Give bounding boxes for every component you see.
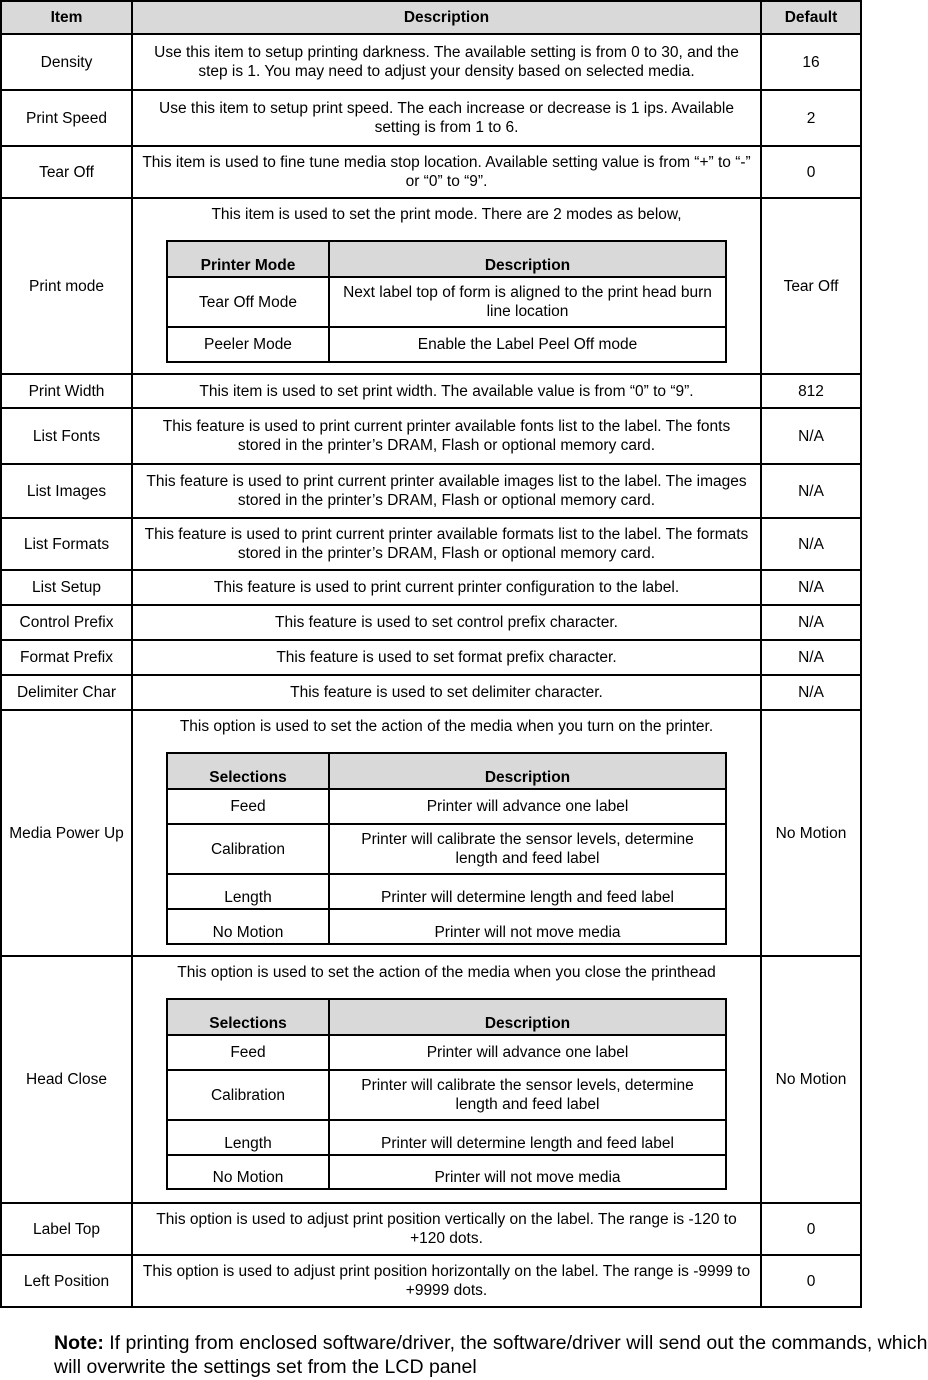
table-row bbox=[1, 198, 861, 374]
table-row bbox=[1, 956, 861, 1203]
table-row bbox=[1, 464, 861, 518]
subtable-header-row bbox=[167, 241, 726, 277]
subtable-description: Printer will determine length and feed label bbox=[329, 1120, 726, 1155]
table-row bbox=[1, 675, 861, 710]
subtable-option: No Motion bbox=[167, 909, 329, 944]
item-cell: Tear Off bbox=[1, 146, 132, 198]
item-cell: List Fonts bbox=[1, 408, 132, 464]
subtable-description: Printer will advance one label bbox=[329, 789, 726, 824]
options-subtable bbox=[166, 998, 727, 1190]
description-cell: This feature is used to print current printer available formats list to the label. The formats stored in the printer’s DRAM, Flash or optional memory card. bbox=[132, 518, 761, 570]
note-text: If printing from enclosed software/driver, the software/driver will send out the commands, which will overwrite the settings set from the LCD panel bbox=[54, 1332, 928, 1378]
subtable-row bbox=[167, 327, 726, 362]
table-row bbox=[1, 374, 861, 408]
item-cell: List Setup bbox=[1, 570, 132, 605]
subtable-option: Length bbox=[167, 1120, 329, 1155]
subtable-row bbox=[167, 909, 726, 944]
description-cell: This feature is used to print current printer available images list to the label. The images stored in the printer’s DRAM, Flash or optional memory card. bbox=[132, 464, 761, 518]
description-cell: Use this item to setup printing darkness. The available setting is from 0 to 30, and the step is 1. You may need to adjust your density based on selected media. bbox=[132, 34, 761, 90]
subtable-description: Printer will advance one label bbox=[329, 1035, 726, 1070]
subtable-description: Printer will not move media bbox=[329, 1155, 726, 1189]
description-cell: This item is used to set print width. The available value is from “0” to “9”. bbox=[132, 374, 761, 408]
default-cell: 16 bbox=[761, 34, 861, 90]
description-cell: This feature is used to set delimiter character. bbox=[132, 675, 761, 710]
subtable-description: Next label top of form is aligned to the print head burn line location bbox=[329, 277, 726, 327]
subtable-description: Printer will calibrate the sensor levels, determine length and feed label bbox=[329, 1070, 726, 1120]
item-cell: Media Power Up bbox=[1, 710, 132, 956]
description-cell bbox=[132, 198, 761, 374]
item-cell: Density bbox=[1, 34, 132, 90]
subtable-header: Selections bbox=[167, 753, 329, 789]
default-cell: Tear Off bbox=[761, 198, 861, 374]
description-text: This item is used to set the print mode. There are 2 modes as below, bbox=[211, 206, 682, 223]
default-cell: No Motion bbox=[761, 956, 861, 1203]
subtable-option: Calibration bbox=[167, 824, 329, 874]
subtable-option: Feed bbox=[167, 1035, 329, 1070]
note-label: Note: bbox=[54, 1332, 104, 1354]
table-row bbox=[1, 605, 861, 640]
description-cell: Use this item to setup print speed. The each increase or decrease is 1 ips. Available setting is from 1 to 6. bbox=[132, 90, 761, 146]
description-cell: This feature is used to set format prefix character. bbox=[132, 640, 761, 675]
default-cell: N/A bbox=[761, 640, 861, 675]
subtable-row bbox=[167, 874, 726, 909]
description-cell: This feature is used to set control prefix character. bbox=[132, 605, 761, 640]
header-default: Default bbox=[761, 1, 861, 34]
item-cell: Format Prefix bbox=[1, 640, 132, 675]
table-row bbox=[1, 710, 861, 956]
table-row bbox=[1, 146, 861, 198]
item-cell: Control Prefix bbox=[1, 605, 132, 640]
description-cell: This feature is used to print current printer configuration to the label. bbox=[132, 570, 761, 605]
default-cell: N/A bbox=[761, 408, 861, 464]
description-text: This option is used to set the action of the media when you close the printhead bbox=[177, 964, 716, 981]
subtable-option: Tear Off Mode bbox=[167, 277, 329, 327]
subtable-option: Feed bbox=[167, 789, 329, 824]
header-item: Item bbox=[1, 1, 132, 34]
default-cell: N/A bbox=[761, 675, 861, 710]
subtable-header: Description bbox=[329, 999, 726, 1035]
subtable-row bbox=[167, 1120, 726, 1155]
description-cell: This option is used to adjust print position vertically on the label. The range is -120 to +120 dots. bbox=[132, 1203, 761, 1255]
table-row bbox=[1, 408, 861, 464]
subtable-option: Calibration bbox=[167, 1070, 329, 1120]
description-cell: This option is used to adjust print position horizontally on the label. The range is -9999 to +9999 dots. bbox=[132, 1255, 761, 1307]
subtable-description: Enable the Label Peel Off mode bbox=[329, 327, 726, 362]
subtable-row bbox=[167, 789, 726, 824]
subtable-header-row bbox=[167, 753, 726, 789]
description-cell: This feature is used to print current printer available fonts list to the label. The fonts stored in the printer’s DRAM, Flash or optional memory card. bbox=[132, 408, 761, 464]
subtable-row bbox=[167, 824, 726, 874]
subtable-option: Peeler Mode bbox=[167, 327, 329, 362]
subtable-header: Description bbox=[329, 241, 726, 277]
item-cell: Delimiter Char bbox=[1, 675, 132, 710]
table-row bbox=[1, 34, 861, 90]
subtable-description: Printer will not move media bbox=[329, 909, 726, 944]
default-cell: N/A bbox=[761, 464, 861, 518]
table-row bbox=[1, 1255, 861, 1307]
item-cell: Left Position bbox=[1, 1255, 132, 1307]
description-cell: This item is used to fine tune media stop location. Available setting value is from “+” to “-” or “0” to “9”. bbox=[132, 146, 761, 198]
subtable-option: Length bbox=[167, 874, 329, 909]
default-cell: 0 bbox=[761, 146, 861, 198]
table-row bbox=[1, 90, 861, 146]
subtable-header-row bbox=[167, 999, 726, 1035]
subtable-row bbox=[167, 1155, 726, 1189]
subtable-row bbox=[167, 277, 726, 327]
subtable-option: No Motion bbox=[167, 1155, 329, 1189]
subtable-description: Printer will determine length and feed label bbox=[329, 874, 726, 909]
subtable-header: Description bbox=[329, 753, 726, 789]
item-cell: Print Speed bbox=[1, 90, 132, 146]
item-cell: Label Top bbox=[1, 1203, 132, 1255]
table-body bbox=[1, 34, 861, 1307]
table-header-row bbox=[1, 1, 861, 34]
item-cell: Head Close bbox=[1, 956, 132, 1203]
table-row bbox=[1, 1203, 861, 1255]
description-cell bbox=[132, 956, 761, 1203]
table-row bbox=[1, 518, 861, 570]
default-cell: 812 bbox=[761, 374, 861, 408]
subtable-description: Printer will calibrate the sensor levels, determine length and feed label bbox=[329, 824, 726, 874]
default-cell: 2 bbox=[761, 90, 861, 146]
default-cell: N/A bbox=[761, 570, 861, 605]
header-description: Description bbox=[132, 1, 761, 34]
item-cell: Print mode bbox=[1, 198, 132, 374]
subtable-header: Printer Mode bbox=[167, 241, 329, 277]
options-subtable bbox=[166, 752, 727, 945]
subtable-row bbox=[167, 1070, 726, 1120]
subtable-header: Selections bbox=[167, 999, 329, 1035]
default-cell: 0 bbox=[761, 1255, 861, 1307]
item-cell: List Images bbox=[1, 464, 132, 518]
item-cell: List Formats bbox=[1, 518, 132, 570]
options-subtable bbox=[166, 240, 727, 363]
table-row bbox=[1, 570, 861, 605]
description-text: This option is used to set the action of the media when you turn on the printer. bbox=[179, 718, 714, 735]
default-cell: No Motion bbox=[761, 710, 861, 956]
note bbox=[54, 1331, 928, 1379]
default-cell: N/A bbox=[761, 518, 861, 570]
subtable-row bbox=[167, 1035, 726, 1070]
description-cell bbox=[132, 710, 761, 956]
default-cell: 0 bbox=[761, 1203, 861, 1255]
item-cell: Print Width bbox=[1, 374, 132, 408]
default-cell: N/A bbox=[761, 605, 861, 640]
table-row bbox=[1, 640, 861, 675]
